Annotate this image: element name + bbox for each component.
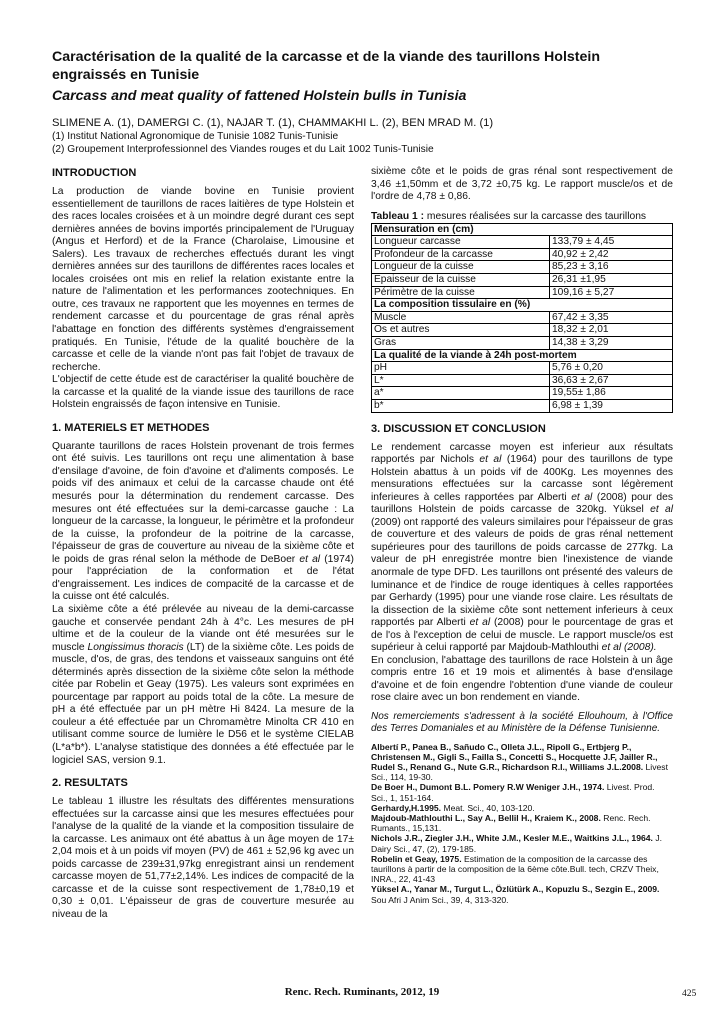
author-list: SLIMENE A. (1), DAMERGI C. (1), NAJAR T. (1), CHAMMAKHI L. (2), BEN MRAD M. (1) xyxy=(52,117,494,129)
table-row xyxy=(372,374,673,387)
table-cell-value: 19,55± 1,86 xyxy=(550,387,673,400)
table-cell-label: L* xyxy=(372,374,550,387)
table-row xyxy=(372,399,673,412)
affiliation-2: (2) Groupement Interprofessionnel des Viandes rouges et du Lait 1002 Tunis-Tunisie xyxy=(52,144,434,155)
table-section-heading: Mensuration en (cm) xyxy=(372,223,673,236)
reference-list xyxy=(371,742,673,905)
table-cell-value: 109,16 ± 5,27 xyxy=(550,286,673,299)
reference-item: Robelin et Geay, 1975. Estimation de la composition de la carcasse des taurillons à partir de la composition de la 6ème côte.Bull. tech, CRZV Theix, INRA., 22, 41-43 xyxy=(371,853,659,885)
reference-item: Yüksel A., Yanar M., Turgut L., Özlütürk A., Kopuzlu S., Sezgin E., 2009. Sou Afri J Anim Sci., 39, 4, 313-320. xyxy=(371,884,660,905)
left-column xyxy=(52,166,354,922)
table-cell-value: 85,23 ± 3,16 xyxy=(550,261,673,274)
table-section-heading: La composition tissulaire en (%) xyxy=(372,299,673,312)
table-row xyxy=(372,274,673,287)
table-cell-value: 40,92 ± 2,42 xyxy=(550,248,673,261)
intro-paragraph-2: L'objectif de cette étude est de caractériser la qualité bouchère de la carcasse et la qualité de la viande issue des taurillons de race Holstein engraissés de façon intensive en Tunisie. xyxy=(52,374,354,411)
methods-paragraph-2: La sixième côte a été prélevée au niveau de la demi-carcasse gauche et conservée pendant 24h à 4°c. Les mesures de pH ultime et de la couleur de la viande ont été mesurées sur le muscle Longissimus thoracis (LT) de la sixième côte. Les poids de muscle, d'os, de gras, des tendons et vaisseaux sanguins ont été déterminés après dissection de la sixième côte selon la méthode citée par Robelin et Geay (1975). Les valeurs sont exprimées en pourcentage par rapport au poids total de la côte. La mesure de pH a été effectuée par un pH mètre Hi 8424. La mesure de la couleur a été effectuée par un Chromamètre Minolta CR 410 en utilisant comme source de lumière le D56 et le système CIELAB (L*a*b*). L'analyse statistique des données a été effectuée par le logiciel SAS, version 9.1. xyxy=(52,603,355,766)
table-section-heading: La qualité de la viande à 24h post-mortem xyxy=(372,349,673,362)
table-cell-label: Longueur de la cuisse xyxy=(372,261,550,274)
table-row xyxy=(372,324,673,337)
methods-paragraph-1: Quarante taurillons de races Holstein provenant de trois fermes ont été suivis. Les taurillons ont reçu une alimentation à base d'ensilage d'avoine, de foin d'avoine et d'aliments composés. Le poids vif des animaux et celui de la carcasse chaude ont été mesurés pour la détermination du rendement carcasse. Des mesures ont été effectuées sur la demi-carcasse gauche : La longueur de la carcasse, la longueur, le périmètre et la profondeur de la cuisse, la profondeur de la poitrine de la carcasse, l'épaisseur de gras de couverture au niveau de la sixième côte et le poids de gras rénal selon la méthode de DeBoer et al (1974) pour l'appréciation de la conformation et de l'état d'engraissement. Les indices de compacité de la carcasse et de la cuisse ont été calculés. xyxy=(52,440,354,603)
discussion-heading: 3. DISCUSSION ET CONCLUSION xyxy=(371,422,546,435)
reference-item: Gerhardy,H.1995. Meat. Sci., 40, 103-120. xyxy=(371,802,535,813)
reference-item: Nichols J.R., Ziegler J.H., White J.M., Kesler M.E., Waitkins J.L., 1964. J. Dairy Sci., 47, (2), 179-185. xyxy=(371,833,663,854)
table-section-row xyxy=(372,223,673,236)
reference-item: Albertí P., Panea B., Sañudo C., Olleta J.L., Ripoll G., Ertbjerg P., Christensen M., Gigli S., Failla S., Concetti S., Hocquette J.F, Jailler R., Rudel S., Renand G., Nute G.R., Richardson R.I., Williams J.L.2008. Livest Sci., 114, 19-30. xyxy=(371,741,668,783)
table-cell-label: Muscle xyxy=(372,311,550,324)
right-column xyxy=(371,166,673,905)
table-cell-value: 133,79 ± 4,45 xyxy=(550,236,673,249)
table-cell-label: a* xyxy=(372,387,550,400)
results-continued-paragraph: sixième côte et le poids de gras rénal sont respectivement de 3,46 ±1,50mm et de 3,72 ±0,75 kg. Le rapport muscle/os et de l'ordre de 4,78 ± 0,86. xyxy=(371,166,673,203)
paper-title: Caractérisation de la qualité de la carcasse et de la viande des taurillons Holstein engraissés en Tunisie xyxy=(52,49,601,83)
table-cell-label: Os et autres xyxy=(372,324,550,337)
table-section-row xyxy=(372,349,673,362)
results-heading: 2. RESULTATS xyxy=(52,777,128,790)
table-cell-label: pH xyxy=(372,362,550,375)
table-cell-value: 14,38 ± 3,29 xyxy=(550,336,673,349)
table-caption: Tableau 1 : mesures réalisées sur la carcasse des taurillons xyxy=(371,210,647,222)
table-cell-value: 67,42 ± 3,35 xyxy=(550,311,673,324)
conclusion-paragraph: En conclusion, l'abattage des taurillons de race Holstein à un âge compris entre 16 et 19 mois et alimentés à base d'ensilage d'avoine et de foin engendre l'obtention d'une viande de couleur rose claire avec un bon rendement en viande. xyxy=(371,654,673,704)
table-row xyxy=(372,336,673,349)
affiliation-1: (1) Institut National Agronomique de Tunisie 1082 Tunis-Tunisie xyxy=(52,131,339,142)
table-section-row xyxy=(372,299,673,312)
reference-item: Majdoub-Mathlouthi L., Say A., Bellil H., Kraiem K., 2008. Renc. Rech. Rumants., 15,131. xyxy=(371,813,651,834)
page-number: 425 xyxy=(682,989,697,999)
table-cell-value: 26,31 ±1,95 xyxy=(550,274,673,287)
table-cell-label: Longueur carcasse xyxy=(372,236,550,249)
paper-subtitle: Carcass and meat quality of fattened Holstein bulls in Tunisia xyxy=(52,88,467,104)
table-cell-label: b* xyxy=(372,399,550,412)
journal-footer: Renc. Rech. Ruminants, 2012, 19 xyxy=(284,986,440,998)
table-row xyxy=(372,261,673,274)
table-cell-value: 36,63 ± 2,67 xyxy=(550,374,673,387)
table-cell-label: Epaisseur de la cuisse xyxy=(372,274,550,287)
table-row xyxy=(372,248,673,261)
table-cell-label: Profondeur de la carcasse xyxy=(372,248,550,261)
table-row xyxy=(372,362,673,375)
acknowledgements: Nos remerciements s'adressent à la société Ellouhoum, à l'Office des Terres Domaniales et au Ministère de la Défense Tunisienne. xyxy=(371,711,673,735)
table-row xyxy=(372,311,673,324)
results-paragraph-1: Le tableau 1 illustre les résultats des différentes mensurations effectuées sur la carcasse ainsi que les mesures effectuées pour l'analyse de la qualité de la viande et la composition tissulaire de la carcasse. Les animaux ont été abattus à un âge moyen de 17± 2,04 mois et à un poids vif moyen (PV) de 461 ± 52,96 kg avec un poids carcasse de 239±31,97kg enregistrant ainsi un rendement carcasse moyen de 51,77±2,14%. Les indices de compacité de la carcasse et de la cuisse sont respectivement de 1,78±0,19 et 0,30 ± 0,01. L'épaisseur de gras de couverture mesurée au niveau de la xyxy=(52,796,354,920)
table-row xyxy=(372,286,673,299)
table-row xyxy=(372,387,673,400)
table-cell-value: 6,98 ± 1,39 xyxy=(550,399,673,412)
table-cell-value: 18,32 ± 2,01 xyxy=(550,324,673,337)
table-cell-label: Gras xyxy=(372,336,550,349)
reference-item: De Boer H., Dumont B.L. Pomery R.W Weniger J.H., 1974. Livest. Prod. Sci., 1, 151-164. xyxy=(371,782,655,803)
discussion-paragraph-1: Le rendement carcasse moyen est inferieur aux résultats rapportés par Nichols et al (1964) pour des taurillons de type Holstein abattus à un poids vif de 400Kg. Les moyennes des mensurations effectuées sur la carcasse sont légèrement inferieures à celles rapportées par Alberti et al (2008) pour des taurillons Holstein de poids carcasse de 320kg. Yüksel et al (2009) ont rapporté des valeurs similaires pour l'épaisseur de gras de couverture et des valeurs de poids de gras rénal nettement supérieures pour des taurillons de poids carcasse de 277kg. La valeur de pH enregistrée montre bien l'inexistence de viande anormale de type DFD. Les taurillons ont présenté des valeurs de luminance et de l'indice de rouge identiques à celles rapportées par Gerhardy (1995) pour une viande rose claire. Les résultats de la dissection de la sixième côte sont nettement inferieurs à ceux rapportés par Alberti et al (2008) pour le pourcentage de gras et de l'os à l'exception de celui de muscle. Le rapport muscle/os est supérieur à celui rapporté par Majdoub-Mathlouthi et al (2008). xyxy=(371,441,674,654)
table-row xyxy=(372,236,673,249)
methods-heading: 1. MATERIELS ET METHODES xyxy=(52,421,210,434)
intro-heading: INTRODUCTION xyxy=(52,167,137,179)
table-cell-label: Périmètre de la cuisse xyxy=(372,286,550,299)
results-table xyxy=(371,223,673,413)
intro-paragraph-1: La production de viande bovine en Tunisie provient essentiellement de taurillons de races laitières de type Holstein et des races locales croisées et à un moindre degré durant ces sept dernières années de bovins importés principalement de l'Uruguay (Angus et Herford) et de la France (Charolaise, Limousine et Salers). Les travaux de recherches effectués durant les vingt dernières années sur des taurillons de différentes races locales et locales croisées ont mis en relief la relation existante entre la nature de l'alimentation et les performances zootechniques. En outre, ces travaux ne rapportent que les moyennes en termes de rendement carcasse et du pourcentage de gras rénal après l'abattage en fonction des différents systèmes d'engraissement pratiqués. En Tunisie, l'étude de la qualité bouchère de la carcasse et celle de la viande n'ont pas fait l'objet de travaux de recherche. xyxy=(52,186,354,373)
table-cell-value: 5,76 ± 0,20 xyxy=(550,362,673,375)
